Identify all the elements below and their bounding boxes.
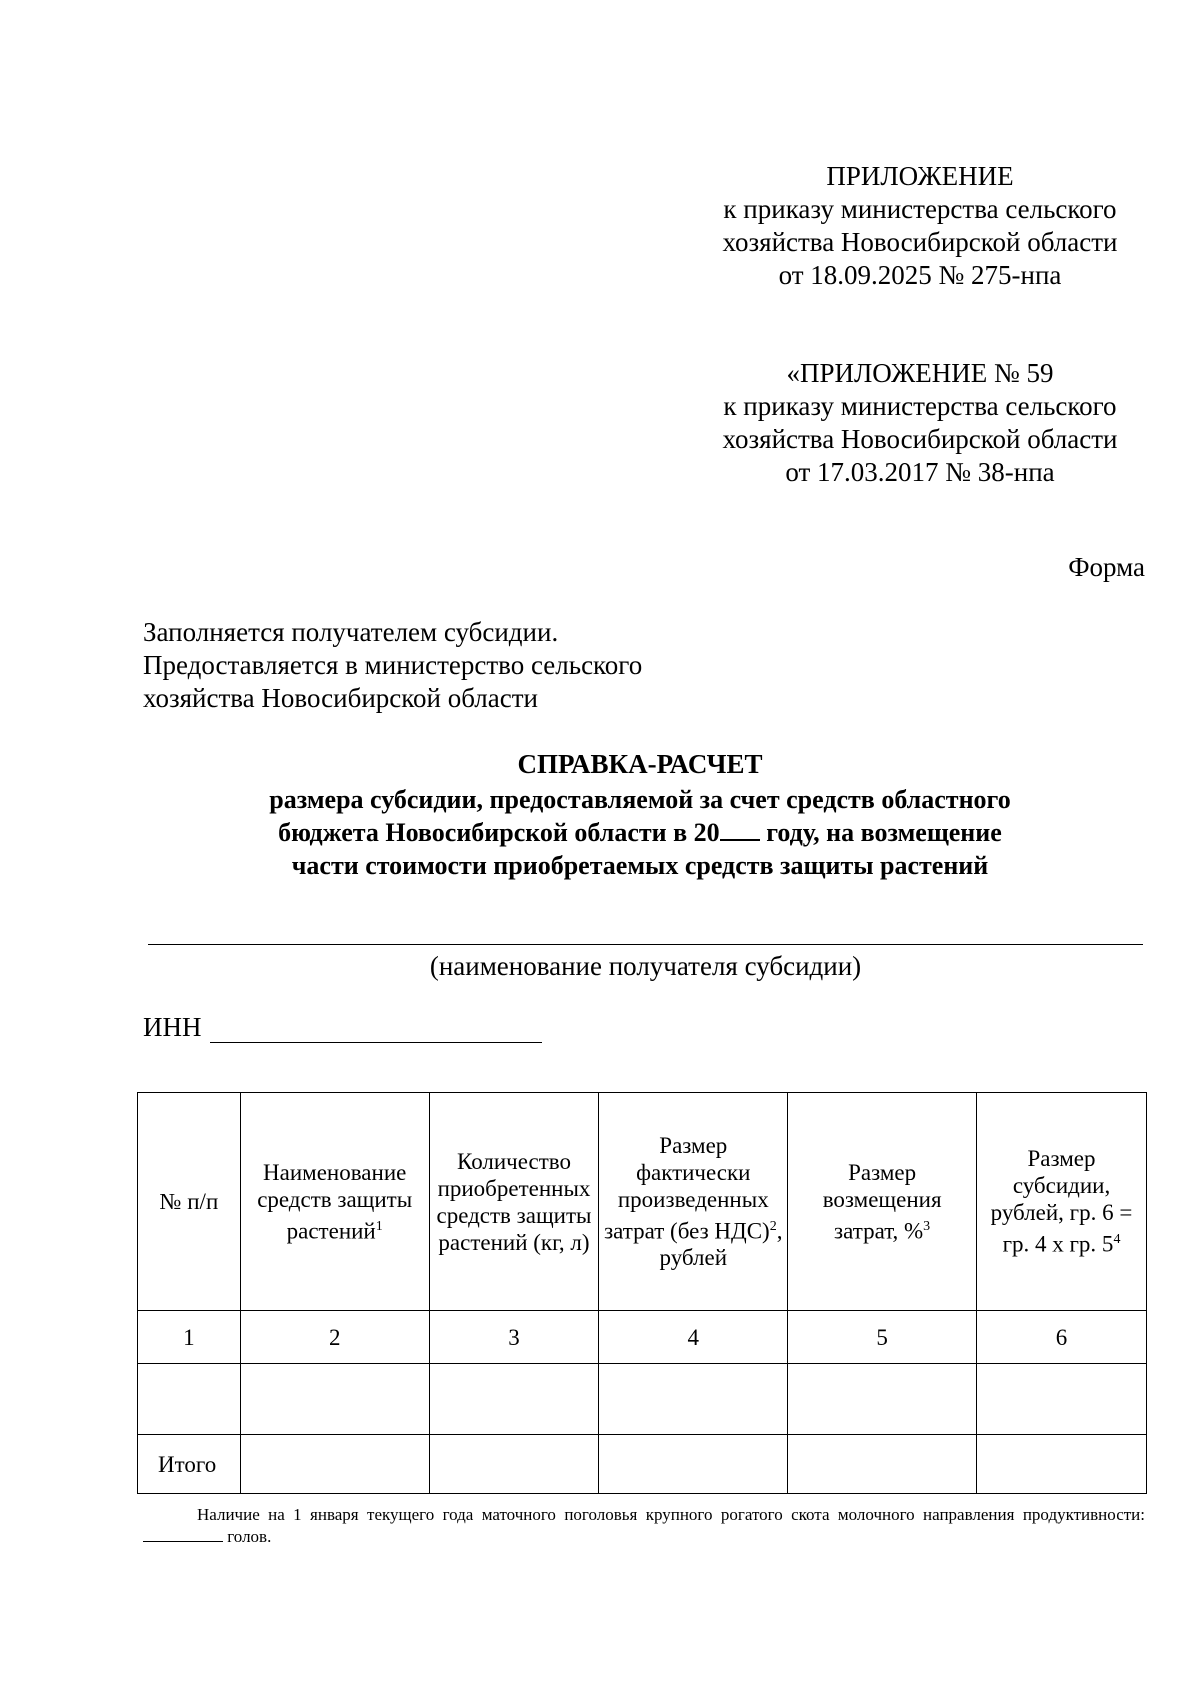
- header-cell: Количество приобретенных средств защиты растений (кг, л): [429, 1093, 599, 1311]
- table-cell[interactable]: [977, 1364, 1147, 1435]
- fill-note: [143, 616, 642, 715]
- appendix-line: к приказу министерства сельского: [723, 391, 1117, 421]
- column-number-cell: 6: [977, 1311, 1147, 1364]
- column-number-cell: 5: [788, 1311, 977, 1364]
- document-title: [140, 748, 1140, 882]
- column-number-cell: 1: [138, 1311, 241, 1364]
- total-label: Итого: [138, 1435, 241, 1494]
- appendix-line: к приказу министерства сельского: [723, 194, 1117, 224]
- column-number-cell: 4: [599, 1311, 788, 1364]
- recipient-name-blank: [148, 944, 1143, 945]
- appendix-order-date: от 17.03.2017 № 38-нпа: [785, 457, 1055, 487]
- header-cell: № п/п: [138, 1093, 241, 1311]
- table-cell[interactable]: [599, 1364, 788, 1435]
- inn-label: ИНН: [143, 1012, 202, 1042]
- fill-note-line: Заполняется получателем субсидии.: [143, 617, 559, 647]
- fill-note-line: хозяйства Новосибирской области: [143, 683, 538, 713]
- appendix-line: хозяйства Новосибирской области: [722, 227, 1118, 257]
- title-main: СПРАВКА-РАСЧЕТ: [517, 749, 763, 779]
- table-cell[interactable]: [599, 1435, 788, 1494]
- appendix-current-header: [680, 160, 1160, 292]
- appendix-title: «ПРИЛОЖЕНИЕ № 59: [786, 358, 1054, 388]
- livestock-note-text: Наличие на 1 января текущего года маточного поголовья крупного рогатого скота молочного направления продуктивности:: [197, 1505, 1145, 1524]
- table-row-total: [138, 1435, 1147, 1494]
- table-row: [138, 1364, 1147, 1435]
- inn-row: [143, 1012, 542, 1043]
- appendix-line: хозяйства Новосибирской области: [722, 424, 1118, 454]
- recipient-caption: (наименование получателя субсидии): [429, 951, 862, 981]
- table-row-column-numbers: [138, 1311, 1147, 1364]
- table-cell[interactable]: [429, 1435, 599, 1494]
- calculation-table: [137, 1092, 1147, 1494]
- form-label: Форма: [1068, 552, 1145, 582]
- header-cell: Наименование средств защиты растений$^1$: [240, 1093, 429, 1311]
- title-line: размера субсидии, предоставляемой за счет средств областного: [269, 785, 1011, 814]
- table-cell[interactable]: [977, 1435, 1147, 1494]
- livestock-note-suffix: голов.: [223, 1527, 272, 1546]
- title-line-part: бюджета Новосибирской области в 20: [278, 818, 720, 847]
- table-cell[interactable]: [788, 1364, 977, 1435]
- column-number-cell: 2: [240, 1311, 429, 1364]
- title-line-part: году, на возмещение: [759, 818, 1002, 847]
- table-cell[interactable]: [240, 1435, 429, 1494]
- title-line: части стоимости приобретаемых средств защиты растений: [291, 851, 989, 880]
- appendix-title: ПРИЛОЖЕНИЕ: [826, 161, 1014, 191]
- header-cell: Размер субсидии, рублей, гр. 6 = гр. 4 х гр. $5^4$: [977, 1093, 1147, 1311]
- year-blank: [720, 817, 760, 841]
- fill-note-line: Предоставляется в министерство сельского: [143, 650, 643, 680]
- table-header-row: [138, 1093, 1147, 1311]
- table-cell[interactable]: [788, 1435, 977, 1494]
- header-cell: Размер возмещения затрат, %$^3$: [788, 1093, 977, 1311]
- appendix-original-header: [680, 357, 1160, 489]
- livestock-note: [143, 1504, 1145, 1548]
- table-cell[interactable]: [429, 1364, 599, 1435]
- table-cell[interactable]: [138, 1364, 241, 1435]
- column-number-cell: 3: [429, 1311, 599, 1364]
- livestock-count-blank: [143, 1527, 223, 1542]
- title-line: [140, 816, 1140, 849]
- inn-blank: [210, 1016, 542, 1043]
- table-cell[interactable]: [240, 1364, 429, 1435]
- appendix-order-date: от 18.09.2025 № 275-нпа: [778, 260, 1062, 290]
- header-cell: Размер фактически произведенных затрат (без НДС)$^2$, рублей: [599, 1093, 788, 1311]
